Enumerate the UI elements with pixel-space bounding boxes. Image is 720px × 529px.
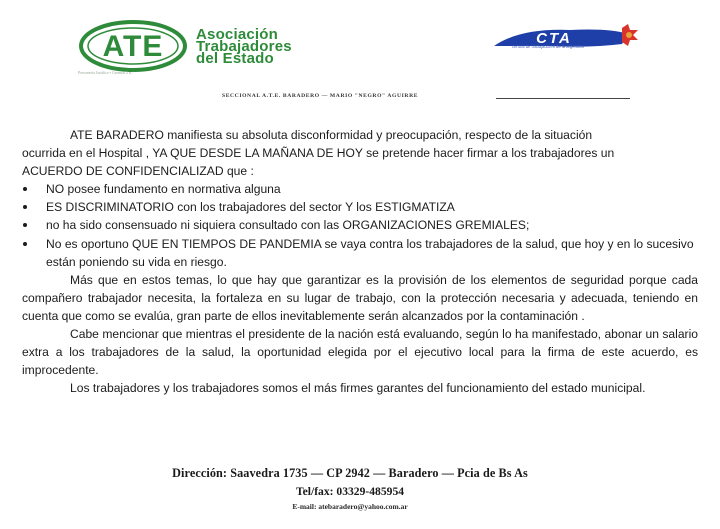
ate-name-line: Asociación <box>196 26 279 43</box>
ate-logo <box>78 20 188 72</box>
closing-paragraph: Los trabajadores y los trabajadores somos el más firmes garantes del funcionamiento del estado municipal. <box>70 381 646 396</box>
bullet-dot <box>23 187 27 191</box>
cta-logo-text: CTA <box>536 30 572 47</box>
ate-logo-text: ATE <box>102 30 164 63</box>
intro-line: ACUERDO DE CONFIDENCIALIZAD que : <box>22 164 254 179</box>
ate-name-line: Trabajadores <box>196 38 292 55</box>
bullet-text: ES DISCRIMINATORIO con los trabajadores del sector Y los ESTIGMATIZA <box>46 200 455 215</box>
footer-address: Dirección: Saavedra 1735 — CP 2942 — Baradero — Pcia de Bs As <box>172 466 528 480</box>
ate-organization-name <box>196 26 292 67</box>
bullet-text: NO posee fundamento en normativa alguna <box>46 182 281 197</box>
footer-email-link[interactable]: E-mail: atebaradero@yahoo.com.ar <box>292 502 408 511</box>
intro-paragraph <box>22 126 698 180</box>
header-divider <box>496 98 630 99</box>
ate-tagline: Personería Jurídica • Gremial 2 n.° <box>78 70 134 75</box>
bullet-list <box>22 180 698 270</box>
cta-tagline: central de trabajadores de la argentina <box>512 44 584 49</box>
bullet-text: no ha sido consensuado ni siquiera consultado con las ORGANIZACIONES GREMIALES; <box>46 218 530 233</box>
bullet-text: No es oportuno QUE EN TIEMPOS DE PANDEMIA se vaya contra los trabajadores de la salud, que hoy y en lo sucesivo están poniendo su vida en riesgo. <box>46 236 694 269</box>
seccional-heading: SECCIONAL A.T.E. BARADERO — MARIO "NEGRO" AGUIRRE <box>222 93 419 99</box>
intro-line: ATE BARADERO manifiesta su absoluta disconformidad y preocupación, respecto de la situación <box>70 128 593 142</box>
bullet-item <box>22 235 698 271</box>
bullet-dot <box>23 223 27 227</box>
bullet-dot <box>23 205 27 209</box>
footer-phone: Tel/fax: 03329-485954 <box>295 485 405 498</box>
salary-paragraph: Cabe mencionar que mientras el presidente de la nación está evaluando, según lo ha manifestado, abonar un salario extra a los trabajadores de la salud, la oportunidad elegida por el ejecutivo local para la firma de este acuerdo, es improcedente. <box>22 327 698 378</box>
bullet-item <box>22 198 698 216</box>
ate-name-line: del Estado <box>196 50 274 67</box>
letter-body <box>22 126 698 397</box>
security-paragraph: Más que en estos temas, lo que hay que garantizar es la provisión de los elementos de seguridad porque cada compañero trabajador necesita, la fortaleza en su lugar de trabajo, con la protección necesaria y adecuada, teniendo en cuenta que como se evalúa, gran parte de ellos inevitablemente serán alcanzados por la contaminación . <box>22 272 698 323</box>
bullet-item <box>22 216 698 234</box>
cta-logo <box>490 24 640 54</box>
intro-line: ocurrida en el Hospital , YA QUE DESDE LA MAÑANA DE HOY se pretende hacer firmar a los trabajadores un <box>22 146 615 161</box>
bullet-dot <box>23 242 27 246</box>
bullet-item <box>22 180 698 198</box>
